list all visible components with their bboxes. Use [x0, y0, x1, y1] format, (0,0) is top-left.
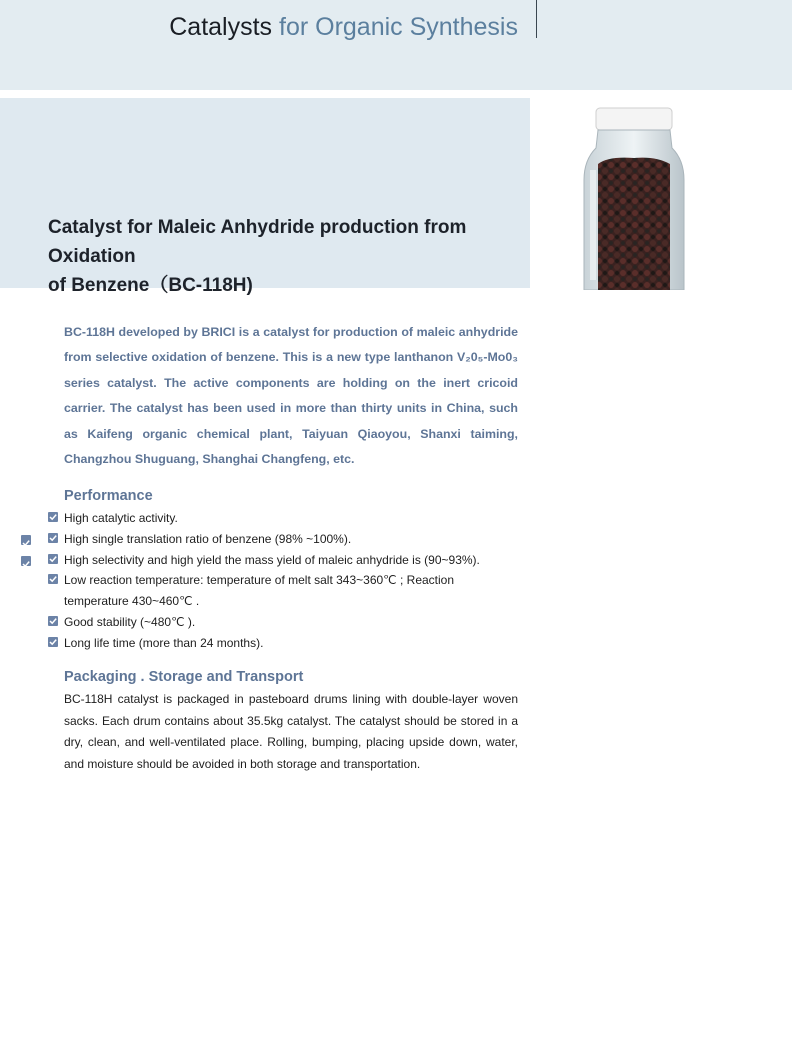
list-item [48, 529, 518, 550]
header-title [0, 13, 518, 42]
performance-item-text: High catalytic activity. [64, 511, 178, 525]
performance-list [48, 508, 518, 654]
performance-item-text: Long life time (more than 24 months). [64, 635, 264, 650]
catalyst-bottle-photo [536, 90, 732, 290]
packaging-heading: Packaging . Storage and Transport [64, 669, 304, 685]
check-box-icon [48, 512, 58, 522]
check-box-icon [21, 535, 31, 545]
check-box-icon [48, 533, 58, 543]
intro-paragraph: BC-118H developed by BRICI is a catalyst for production of maleic anhydride from selective oxidation of benzene. This is a new type lanthanon V₂0₅-Mo0₃ series catalyst. The active components are holding on the inert cricoid carrier. The catalyst has been used in more than thirty units in China, such as Kaifeng organic chemical plant, Taiyuan Qiaoyou, Shanxi taiming, Changzhou Shuguang, Shanghai Changfeng, etc. [64, 325, 518, 467]
list-item [48, 550, 518, 571]
performance-item-text: Good stability (~480℃ ). [64, 614, 196, 629]
list-item [48, 570, 518, 612]
check-box-icon [48, 637, 58, 647]
product-title [48, 213, 528, 300]
performance-item-text: High single translation ratio of benzene (98% ~100%). [64, 531, 352, 546]
check-box-icon [21, 556, 31, 566]
performance-heading: Performance [64, 488, 153, 504]
list-item [48, 633, 518, 654]
check-box-icon [48, 616, 58, 626]
check-box-icon [48, 554, 58, 564]
header-title-sub: for Organic Synthesis [279, 13, 518, 41]
product-title-line1: Catalyst for Maleic Anhydride production from Oxidation [48, 217, 467, 267]
performance-item-text: Low reaction temperature: temperature of melt salt 343~360℃ ; Reaction temperature 430~460℃ . [64, 573, 455, 609]
header-divider [536, 0, 537, 38]
packaging-paragraph: BC-118H catalyst is packaged in pasteboard drums lining with double-layer woven sacks. Each drum contains about 35.5kg catalyst. The catalyst should be stored in a dry, clean, and well-ventilated place. Rolling, bumping, placing upside down, water, and moisture should be avoided in both storage and transportation. [64, 692, 518, 771]
check-box-icon [48, 574, 58, 584]
performance-item-text: High selectivity and high yield the mass yield of maleic anhydride is (90~93%). [64, 552, 480, 567]
product-title-line2: of Benzene（BC-118H) [48, 275, 253, 296]
list-item [48, 612, 518, 633]
header-title-main: Catalysts [169, 13, 273, 41]
list-item [48, 508, 518, 529]
